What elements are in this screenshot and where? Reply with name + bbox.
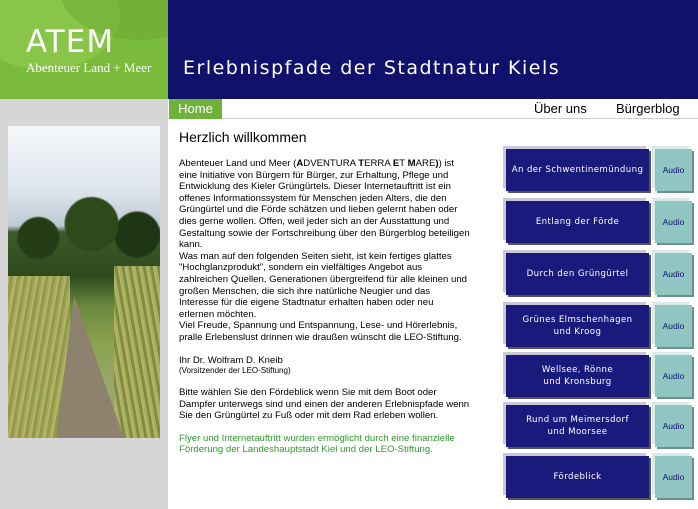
route-label: Rund um Meimersdorf: [526, 415, 629, 425]
intro-text: ) ist eine Initiative von Bürgern für Bürger, zur Erhaltung, Pflege und Entwicklung des Kieler Grüngürtels. Dieser Internetauftritt ist ein offenes Informationssystem für Menschen jeden Alters, die den Grüngürtel und die Förde schätzen und lieben gelernt haben oder dies gerne wollen. Offen, weil jeder sich an der Ausstattung und Gestaltung sowie der Fortschreibung über den Bürgerblog beteiligen kann.: [179, 158, 470, 251]
signature-role: (Vorsitzender der LEO-Stiftung): [179, 366, 291, 376]
route-button-gruenguertel[interactable]: [506, 253, 649, 295]
intro-initial: E: [392, 158, 400, 169]
route-label: Wellsee, Rönne: [541, 365, 614, 375]
intro-text: ARE: [415, 158, 436, 169]
main-content: [179, 128, 470, 456]
route-label: Durch den Grüngürtel: [526, 269, 629, 279]
audio-button-meimersdorf[interactable]: Audio: [655, 405, 692, 447]
audio-button-gruenguertel[interactable]: Audio: [655, 253, 692, 295]
site-logo[interactable]: [0, 0, 168, 99]
paragraph-3: Viel Freude, Spannung und Entspannung, Lese- und Hörerlebnis, pralle Erlebenslust drinnen wie draußen wünscht die LEO-Stiftung.: [179, 320, 462, 343]
nav-divider: [222, 118, 698, 119]
audio-button-wellsee[interactable]: Audio: [655, 355, 692, 397]
intro-initial: T: [358, 158, 365, 169]
route-button-wellsee[interactable]: [506, 355, 649, 397]
photo-boardwalk: [56, 296, 124, 438]
paragraph-4: Bitte wählen Sie den Fördeblick wenn Sie mit dem Boot oder Dampfer unterwegs sind und einen der anderen Erlebnispfade wenn Sie den Grüngürtel zu Fuß oder mit dem Rad erleben wollen.: [179, 387, 470, 422]
route-label: und Kroog: [553, 327, 602, 337]
route-label: An der Schwentinemündung: [511, 165, 644, 175]
nav-blog[interactable]: Bürgerblog: [616, 101, 680, 116]
route-button-foerde[interactable]: [506, 201, 649, 243]
signature: Ihr Dr. Wolfram D. Kneib: [179, 354, 283, 366]
funding-note: Flyer und Internetauftritt wurden ermöglicht durch eine finanzielle Förderung der Landeshauptstadt Kiel und der LEO-Stiftung.: [179, 432, 455, 456]
audio-button-foerde[interactable]: Audio: [655, 201, 692, 243]
audio-button-foerdeblick[interactable]: Audio: [655, 456, 692, 498]
intro-text: ERRA: [364, 158, 393, 169]
boardwalk-photo: [8, 126, 160, 438]
route-label: Fördeblick: [553, 472, 602, 482]
route-label: Entlang der Förde: [535, 217, 620, 227]
nav-about[interactable]: Über uns: [534, 101, 587, 116]
intro-initial: M: [407, 158, 416, 169]
intro-text: DVENTURA: [303, 158, 359, 169]
intro-text: Abenteuer Land und Meer (: [179, 158, 297, 169]
audio-button-schwentinemuendung[interactable]: Audio: [655, 149, 692, 191]
route-label: und Kronsburg: [543, 377, 612, 387]
intro-initial: A: [296, 158, 304, 169]
paragraph-2: Was man auf den folgenden Seiten sieht, ist kein fertiges glattes "Hochglanzprodukt", sondern ein vielfältiges Angebot aus zahlreichen Quellen, Generationen übergreifend für alle kleinen und großen Menschen, die sich ihre natürliche Neugier und das Interesse für die eigene Stadtnatur erhalten haben oder neu erlernen möchten.: [179, 250, 468, 320]
audio-button-elmschenhagen[interactable]: Audio: [655, 305, 692, 347]
nav-home[interactable]: Home: [169, 99, 222, 119]
site-header: [168, 0, 698, 99]
route-label: und Moorsee: [547, 427, 608, 437]
route-button-meimersdorf[interactable]: [506, 405, 649, 447]
intro-text: T: [399, 158, 408, 169]
logo-subtitle: Abenteuer Land + Meer: [26, 60, 152, 75]
logo-title: ATEM: [26, 24, 115, 60]
route-button-schwentinemuendung[interactable]: [506, 149, 649, 191]
page-heading: Herzlich willkommen: [179, 129, 307, 145]
route-button-elmschenhagen[interactable]: [506, 305, 649, 347]
photo-trees: [8, 196, 160, 266]
header-title: Erlebnispfade der Stadtnatur Kiels: [183, 57, 561, 79]
route-button-foerdeblick[interactable]: [506, 456, 649, 498]
intro-paragraph: Abenteuer Land und Meer (ADVENTURA TERRA ET MARE)) ist eine Initiative von Bürgern für Bürger, zur Erhaltung, Pflege und Entwicklung des Kieler Grüngürtels. Dieser Internetauftritt ist ein offenes Informationssystem für Menschen jeden Alters, die den Grüngürtel und die Förde schätzen und lieben gelernt haben oder dies gerne wollen. Offen, weil jeder sich an der Ausstattung und Gestaltung sowie der Fortschreibung über den Bürgerblog beteiligen kann.: [179, 158, 470, 251]
route-label: Grünes Elmschenhagen: [522, 315, 633, 325]
